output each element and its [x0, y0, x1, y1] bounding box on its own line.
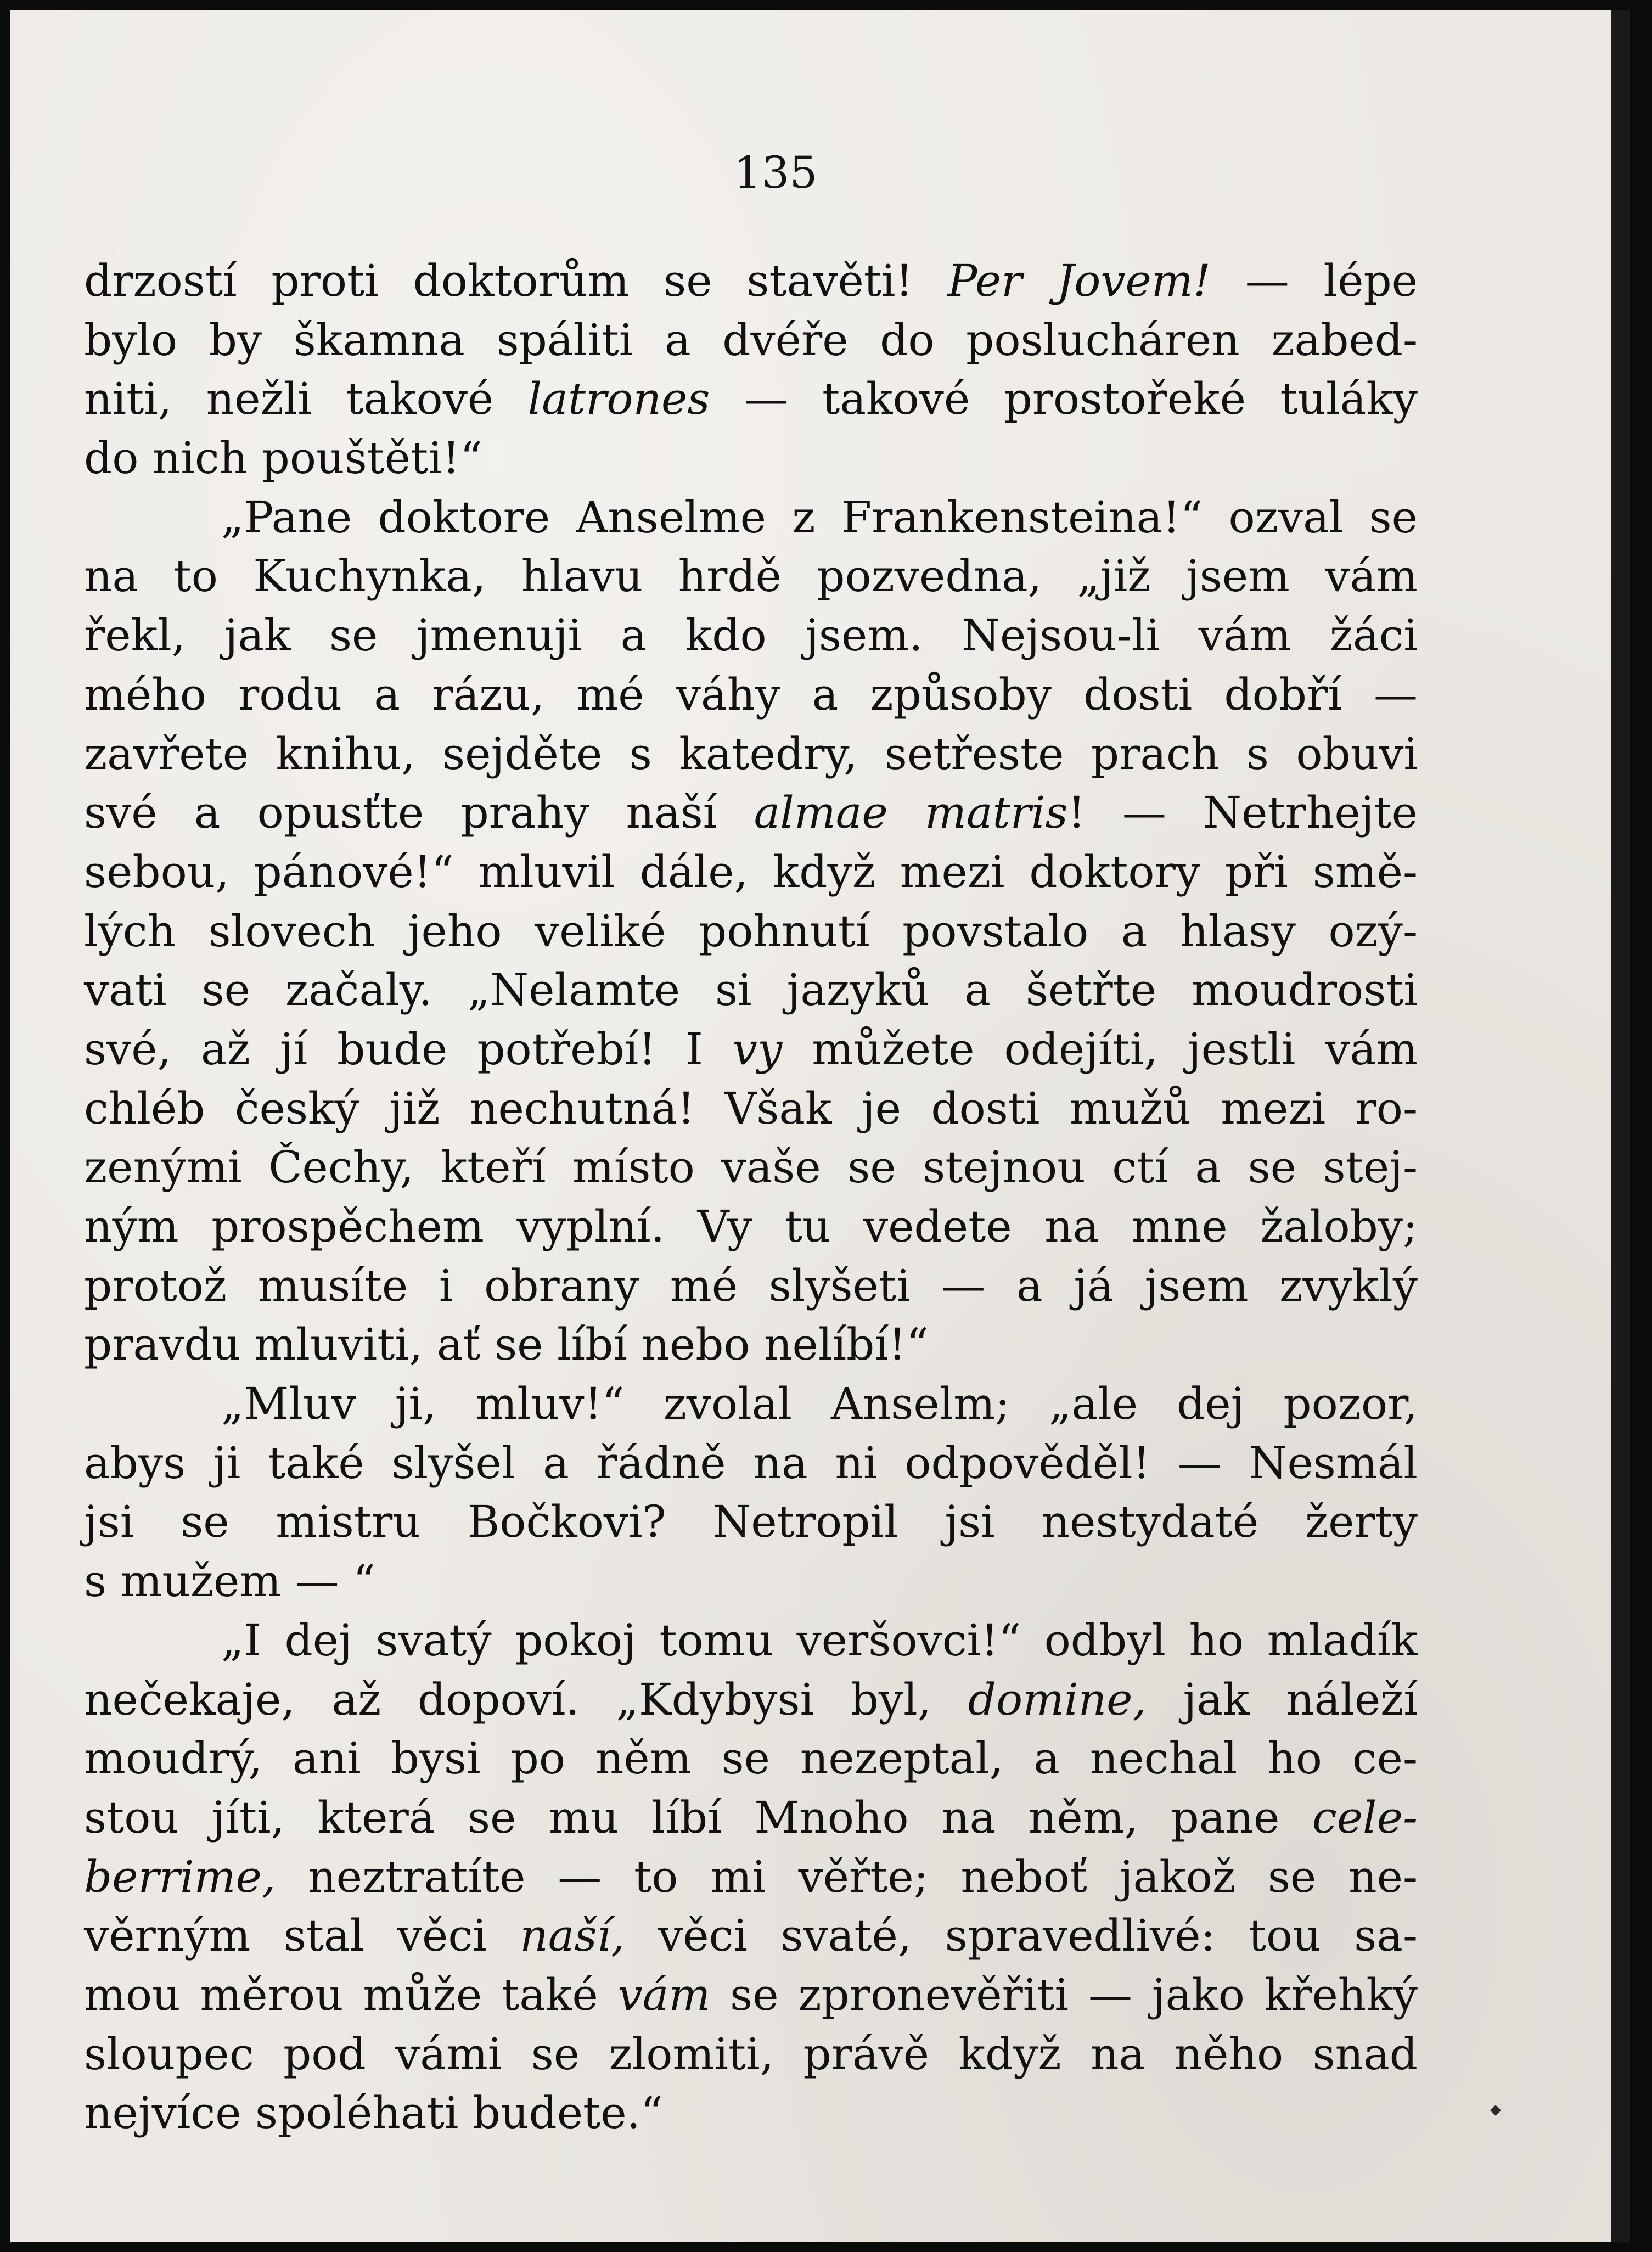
- text-segment: abys ji také slyšel a řádně na ni odpověděl! — Nesmál: [84, 1437, 1418, 1489]
- text-segment: zenými Čechy, kteří místo vaše se stejnou ctí a se stej-: [84, 1142, 1418, 1193]
- text-line: [84, 1315, 1418, 1374]
- text-segment: věrným stal věci: [84, 1910, 520, 1962]
- book-page: [10, 10, 1630, 2242]
- text-segment: mého rodu a rázu, mé váhy a způsoby dosti dobří —: [84, 669, 1418, 720]
- text-segment: jsi se mistru Bočkovi? Netropil jsi nestydaté žerty: [84, 1496, 1418, 1548]
- text-segment: lých slovech jeho veliké pohnutí povstalo a hlasy ozý-: [84, 905, 1418, 957]
- text-line: [84, 1138, 1418, 1197]
- text-segment: protož musíte i obrany mé slyšeti — a já jsem zvyklý: [84, 1260, 1418, 1311]
- text-line: [84, 843, 1418, 902]
- text-line: [84, 429, 1418, 488]
- text-line: [84, 606, 1418, 665]
- italic-text: latrones: [527, 373, 710, 425]
- text-segment: sebou, pánové!“ mluvil dále, když mezi doktory při smě-: [84, 846, 1418, 897]
- italic-text: vám: [617, 1969, 711, 2020]
- text-line: [84, 1552, 1418, 1611]
- text-line: [84, 1611, 1418, 1670]
- text-line: [84, 1492, 1418, 1552]
- page-number: 135: [733, 147, 818, 198]
- text-segment: vati se začaly. „Nelamte si jazyků a šetřte moudrosti: [84, 964, 1418, 1016]
- text-line: [84, 783, 1418, 843]
- text-line: [84, 2025, 1418, 2084]
- text-segment: niti, nežli takové: [84, 373, 528, 425]
- text-segment: jak náleží: [1146, 1673, 1418, 1725]
- text-segment: „Pane doktore Anselme z Frankensteina!“ ozval se: [221, 491, 1418, 543]
- text-segment: věci svaté, spravedlivé: tou sa-: [625, 1910, 1418, 1962]
- italic-text: naší,: [520, 1910, 625, 1962]
- text-segment: se zpronevěřiti — jako křehký: [710, 1969, 1418, 2020]
- italic-text: berrime,: [84, 1851, 276, 1902]
- text-segment: nečekaje, až dopoví. „Kdybysi byl,: [84, 1673, 968, 1725]
- text-segment: bylo by škamna spáliti a dvéře do poslucháren zabed-: [84, 314, 1418, 366]
- text-segment: chléb český již nechutná! Však je dosti mužů mezi ro-: [84, 1082, 1418, 1134]
- text-line: [84, 488, 1418, 547]
- text-line: [84, 725, 1418, 784]
- text-segment: můžete odejíti, jestli vám: [782, 1023, 1418, 1075]
- italic-text: Per Jovem!: [947, 255, 1211, 306]
- text-line: [84, 1434, 1418, 1493]
- text-segment: drzostí proti doktorům se stavěti!: [84, 255, 948, 306]
- text-line: [84, 369, 1418, 429]
- text-line: [84, 1965, 1418, 2025]
- text-line: [84, 1729, 1418, 1788]
- italic-text: vy: [732, 1023, 783, 1075]
- text-line: [84, 547, 1418, 606]
- italic-text: domine,: [968, 1673, 1147, 1725]
- text-line: [84, 665, 1418, 725]
- text-line: [84, 1197, 1418, 1256]
- text-line: [84, 1256, 1418, 1316]
- text-line: [84, 1020, 1418, 1079]
- text-segment: — lépe: [1210, 255, 1418, 306]
- text-line: [84, 1906, 1418, 1965]
- text-segment: zavřete knihu, sejděte s katedry, setřeste prach s obuvi: [84, 728, 1418, 779]
- text-segment: své a opusťte prahy naší: [84, 787, 754, 839]
- text-segment: do nich pouštěti!“: [84, 433, 482, 484]
- text-segment: „I dej svatý pokoj tomu veršovci!“ odbyl ho mladík: [221, 1614, 1418, 1666]
- text-line: [84, 1788, 1418, 1847]
- text-segment: moudrý, ani bysi po něm se nezeptal, a nechal ho ce-: [84, 1733, 1418, 1784]
- text-line: [84, 1670, 1418, 1729]
- text-line: [84, 2083, 1418, 2143]
- print-speck: [1490, 2105, 1501, 2116]
- text-segment: nejvíce spoléhati budete.“: [84, 2087, 663, 2139]
- text-segment: neztratíte — to mi věřte; neboť jakož se ne-: [276, 1851, 1418, 1902]
- text-segment: pravdu mluviti, ať se líbí nebo nelíbí!“: [84, 1319, 929, 1371]
- page-edge-shadow: [1611, 10, 1630, 2242]
- text-segment: na to Kuchynka, hlavu hrdě pozvedna, „již jsem vám: [84, 551, 1418, 602]
- text-line: [84, 1374, 1418, 1434]
- text-line: [84, 251, 1418, 311]
- text-segment: — takové prostořeké tuláky: [710, 373, 1418, 425]
- text-segment: řekl, jak se jmenuji a kdo jsem. Nejsou-li vám žáci: [84, 610, 1418, 661]
- text-segment: ! — Netrhejte: [1067, 787, 1418, 839]
- text-segment: s mužem — “: [84, 1555, 375, 1607]
- text-segment: stou jíti, která se mu líbí Mnoho na něm, pane: [84, 1792, 1312, 1843]
- body-text: [84, 251, 1418, 2143]
- italic-text: almae matris: [754, 787, 1068, 839]
- text-line: [84, 1079, 1418, 1138]
- text-segment: ným prospěchem vyplní. Vy tu vedete na mne žaloby;: [84, 1201, 1418, 1252]
- text-segment: sloupec pod vámi se zlomiti, právě když na něho snad: [84, 2028, 1418, 2080]
- text-segment: „Mluv ji, mluv!“ zvolal Anselm; „ale dej pozor,: [221, 1378, 1418, 1430]
- text-line: [84, 902, 1418, 961]
- italic-text: cele-: [1312, 1792, 1418, 1843]
- text-line: [84, 311, 1418, 370]
- text-line: [84, 1847, 1418, 1907]
- text-segment: své, až jí bude potřebí! I: [84, 1023, 733, 1075]
- text-segment: mou měrou může také: [84, 1969, 618, 2020]
- text-line: [84, 961, 1418, 1020]
